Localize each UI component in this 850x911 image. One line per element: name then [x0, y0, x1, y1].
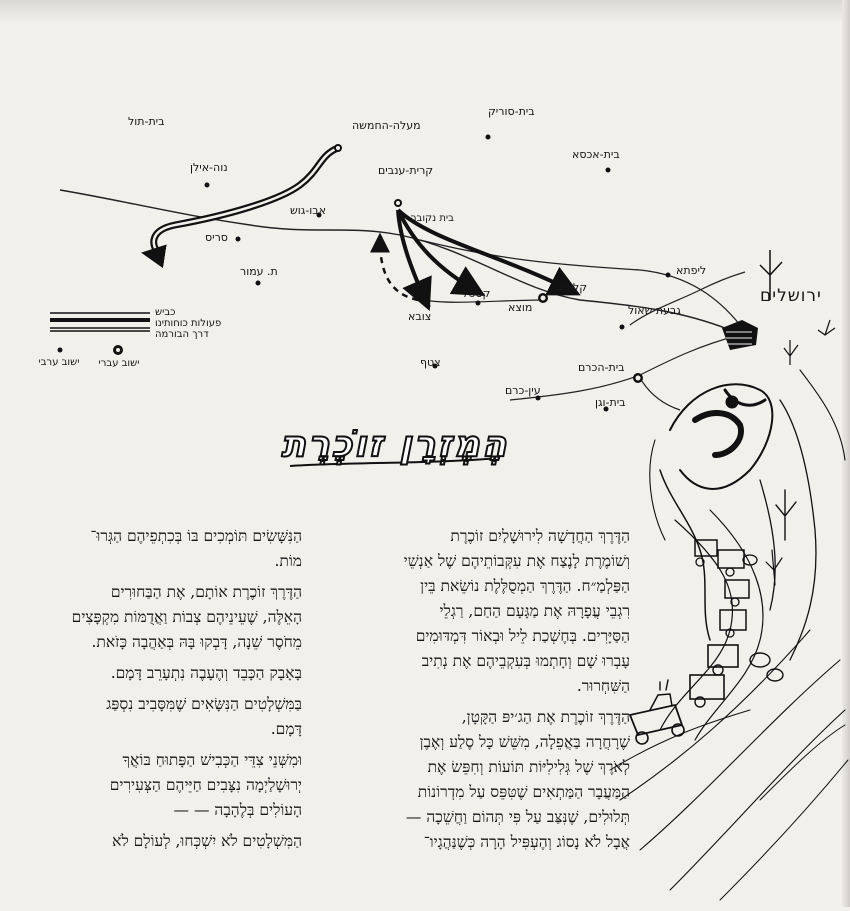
- map-label-neve-ilan: נוה-אילן: [190, 161, 228, 174]
- text-line: דָּמָם.: [270, 720, 302, 738]
- convoy-sketch: [600, 330, 850, 907]
- text-line: הָאֵלֶּה, שֶׁעֵינֵיהֶם צְבוֹת וַאֲדֻמּוֹת מִקְפָּצִים: [71, 608, 302, 626]
- map-label-ein-karem: עין-כרם: [505, 384, 541, 397]
- text-line: וְשׁוֹמֶרֶת לָנֶצַח אֶת עִקְּבוֹתֵיהֶם שֶׁל אַנְשֵׁי: [403, 552, 630, 570]
- map-label-tel-amur: ת. עמור: [240, 265, 278, 278]
- text-line: תְּלוּלִים, שֶׁנִּצַּב עַל פִּי תְּהוֹם וַחֲשֵׁכָה —: [405, 808, 630, 826]
- text-line: בָּאָבָק הַכָּבֵד וְהֶעָבֶה נִתְעָרֵב דָּמָם.: [110, 664, 302, 682]
- text-line: בַּמִּשְׁלָטִים הַנִּשָּׂאִים שֶׁמִּסָּבִיב נִסְפַּג: [106, 695, 302, 713]
- convoy-illustration: [600, 330, 850, 907]
- text-line: הַדֶּרֶךְ זוֹכֶרֶת אֶת הַג׳יפּ הַקָּטָן,: [461, 708, 630, 726]
- text-line: רִגְבֵי עֲפָרָהּ אֶת מַגָּעָם הַחַם, רַגְלֵי: [439, 602, 630, 620]
- map-label-abu-ghosh: אבו-גוש: [290, 204, 327, 217]
- text-line: הַדֶּרֶךְ זוֹכֶרֶת אוֹתָם, אֶת הַבַּחוּרִים: [110, 583, 302, 601]
- map-label-beit-iksa: בית-אכסא: [572, 148, 620, 161]
- map-label-beit-tul: בית-תול: [128, 115, 165, 128]
- text-column-right: [335, 524, 630, 861]
- map-label-givat-shaul: גבעת שאול: [628, 304, 681, 317]
- map-label-maale-hahamisha: מעלה-החמשה: [352, 119, 421, 132]
- map-label-saris: סריס: [205, 231, 228, 244]
- legend-arab-settlement: ישוב ערבי: [38, 357, 80, 368]
- paragraph: [10, 524, 302, 574]
- text-line: הַנִּשָּׁשִׂים תּוֹמְכִים בּוֹ בְּכִתְפֵיהֶם הַגְּרוּ־: [90, 527, 302, 545]
- map-label-jerusalem: ירושלים: [760, 286, 822, 306]
- legend-burma-road: דרך הבורמה: [155, 329, 209, 340]
- map-label-beit-hakerem: בית-הכרם: [578, 361, 625, 374]
- map-label-tzuba-s: צטף: [420, 356, 441, 369]
- text-line: אֲבָל לֹא נָסוֹג וְהֶעְפִּיל הָרָה כְּשֶׁנַּהֲגָיו־: [423, 833, 630, 851]
- paragraph: [10, 661, 302, 686]
- page-title: [270, 418, 520, 478]
- text-line: הַמַּעֲבָר הַמַּתְאִים שֶׁטִּפֵּס עַל מִדְרוֹנוֹת: [417, 783, 630, 801]
- map-label-beit-nekofa: בית נקובה: [410, 213, 454, 224]
- text-line: יְרוּשָׁלַיְמָה נִצָּבִים חַיֵּיהֶם הַצְּעִירִים: [109, 776, 302, 794]
- text-line: הַדֶּרֶךְ הַחֲדָשָׁה לִירוּשָׁלַיִם זוֹכֶרֶת: [450, 527, 630, 545]
- legend-road: כביש: [155, 307, 176, 318]
- text-line: מֵחֹסֶר שֵׁנָה, דָּבְקוּ בָּהּ בְּאַהֲבָה כָּזֹאת.: [91, 633, 302, 651]
- map-label-lifta: ליפתא: [676, 264, 707, 277]
- paragraph: [335, 524, 630, 699]
- text-line: הַמִּשְׁלָטִים לֹא יִשְׁכְּחוּ, לְעוֹלָם לֹא: [112, 832, 302, 850]
- paragraph: [10, 580, 302, 655]
- map-label-kolonia: קלוניה: [556, 281, 588, 294]
- paragraph: [335, 705, 630, 855]
- map-label-motza: מוצא: [508, 301, 533, 314]
- text-line: וּמִשְּׁנֵי צִדֵּי הַכְּבִישׁ הַפָּתוּחַ בּוֹאֲךָ: [122, 751, 302, 769]
- paragraph: [10, 748, 302, 823]
- text-line: מוֹת.: [274, 552, 302, 570]
- title-text: הֶמֶזְרָן זוֹכֶרֶת: [281, 424, 509, 465]
- text-line: שֶׁרָחֲרָה בַּאֲפֵלָה, מִשֵּׁשׁ כָּל סֶלַע וְאֶבֶן: [419, 733, 630, 751]
- text-line: הָעוֹלִים בְּלֶהָבָה — —: [173, 801, 302, 819]
- text-line: לְאֹרֶךְ שֶׁל גְּלִילִיּוֹת תּוֹעוֹת וְחִפֵּשׂ אֶת: [427, 758, 630, 776]
- legend-jewish-settlement: ישוב עברי: [98, 358, 140, 369]
- legend-operations: פעולות כוחותינו: [155, 318, 222, 329]
- paragraph: [10, 692, 302, 742]
- text-line: הַפַּלְמַ״ח. הַדֶּרֶךְ הַמְסֻלֶּלֶת נוֹשֵׂאת בֵּין: [420, 577, 630, 595]
- text-column-left: [10, 524, 302, 860]
- text-line: הַשִּׁחְרוּר.: [576, 677, 630, 695]
- text-line: עָבְרוּ שָׁם וְחָתְמוּ בְּעִקְבֵיהֶם אֶת נְתִיב: [421, 652, 630, 670]
- map-label-tzova: צובא: [408, 310, 432, 323]
- map-label-beit-vagan: בית-וגן: [595, 396, 626, 409]
- map-label-beit-tzurik: בית-סוריק: [488, 105, 535, 118]
- map-label-kastel: קסטל: [462, 287, 491, 300]
- text-line: הַסַּיָּרִים. בְּחֶשְׁכַת לֵיל וּבְאוֹר דִּמְדּוּמִים: [415, 627, 630, 645]
- map-label-kiryat-anavim: קרית-ענבים: [378, 164, 434, 177]
- paragraph: [10, 829, 302, 854]
